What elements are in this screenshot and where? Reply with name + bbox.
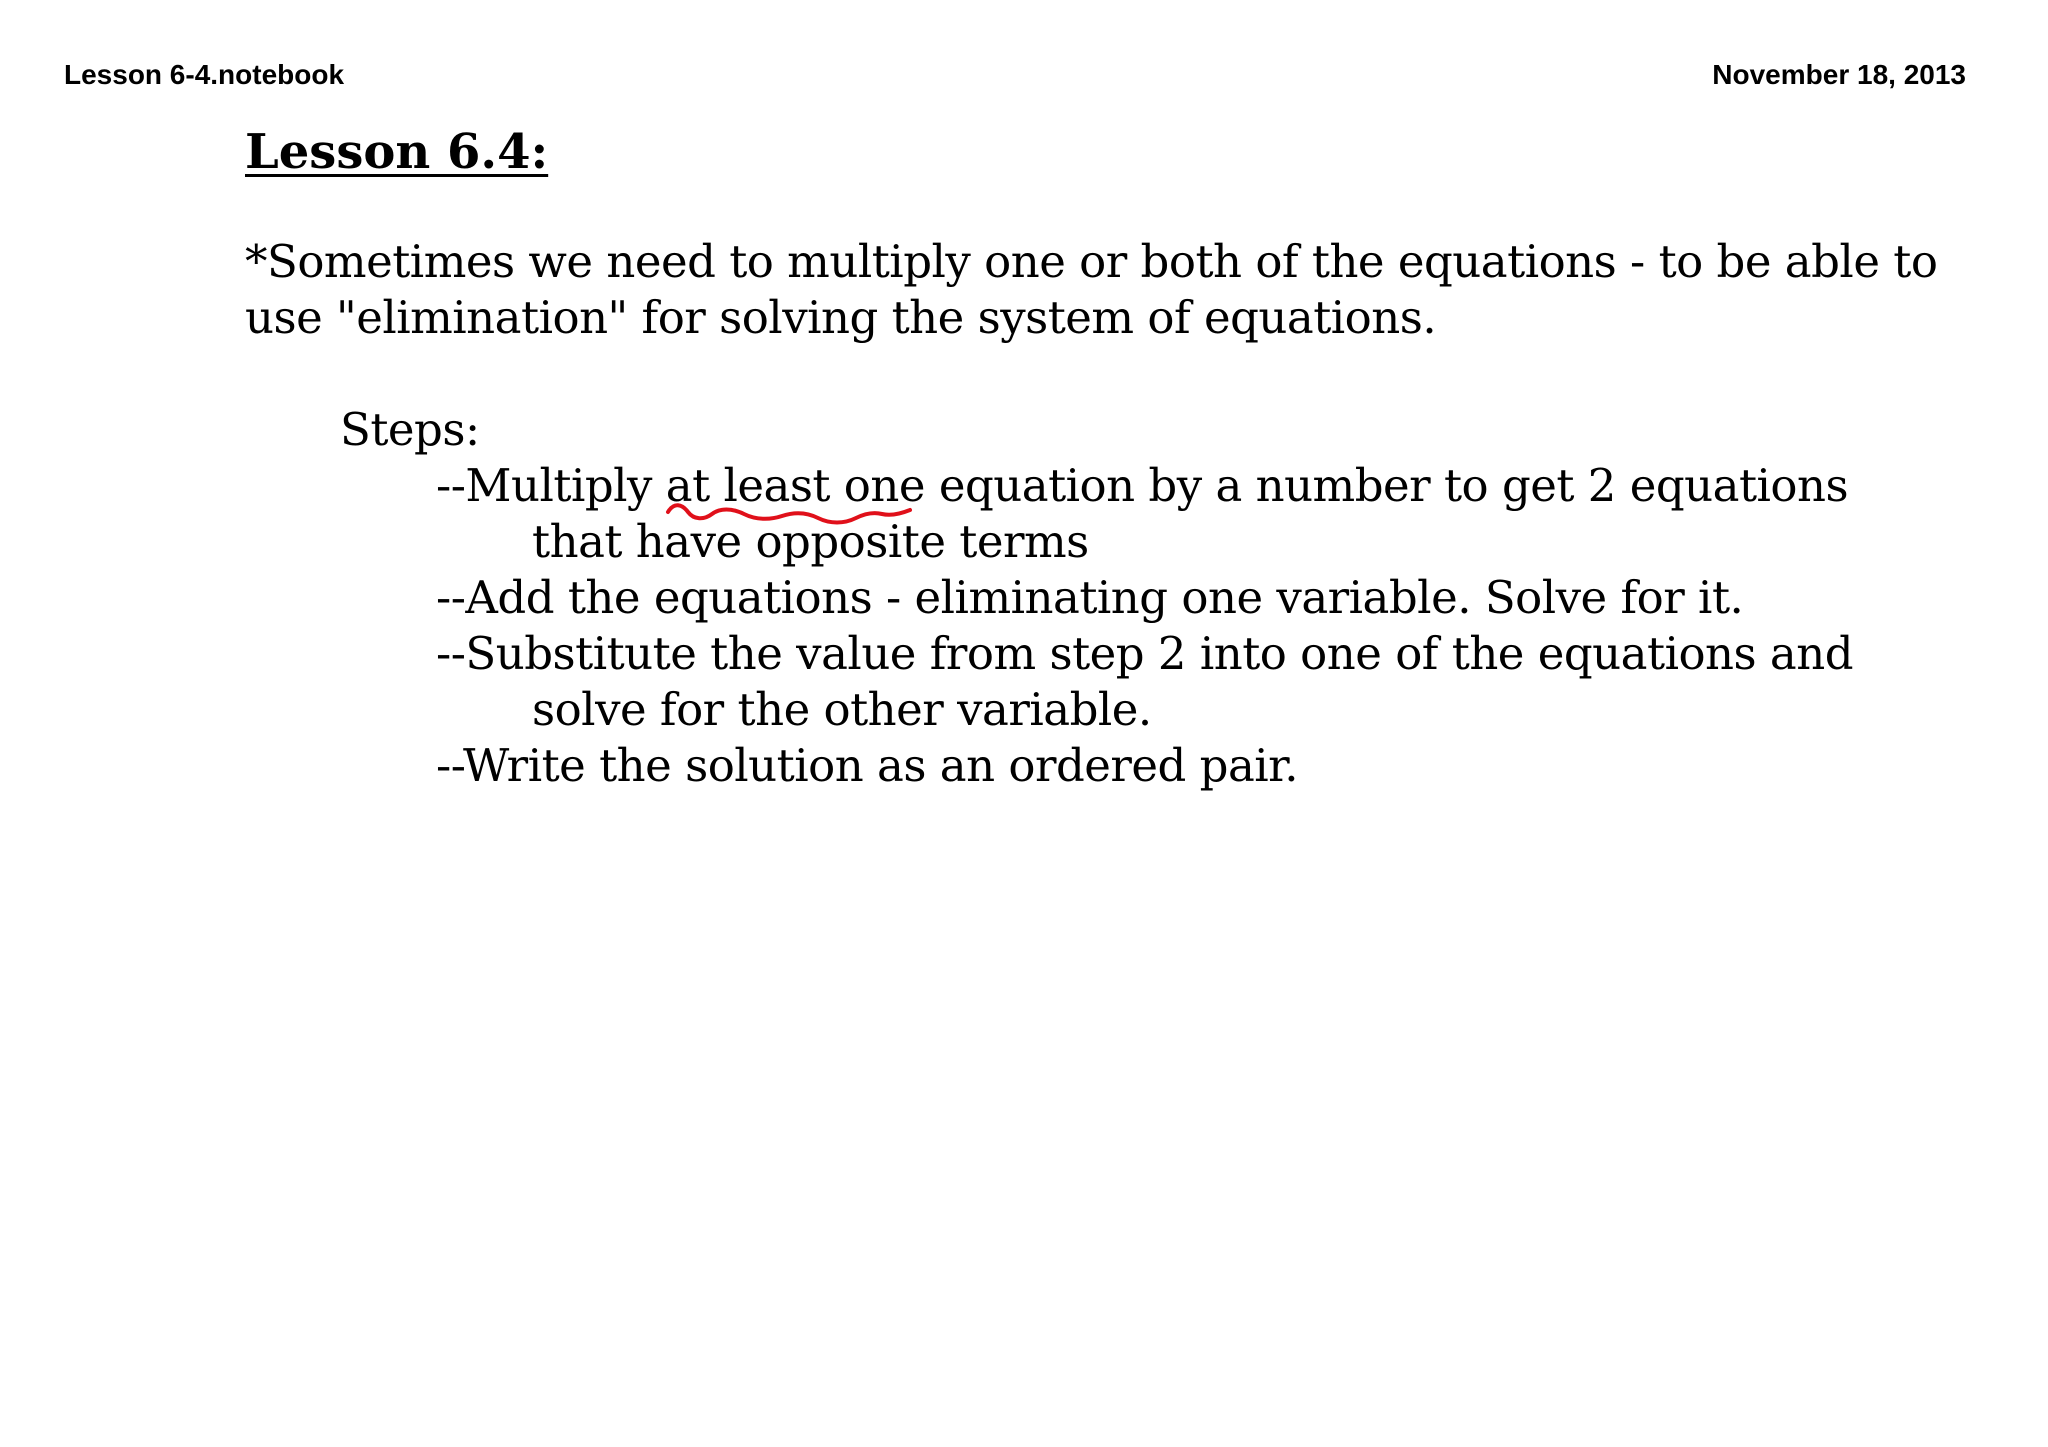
step-3-line-2: solve for the other variable. xyxy=(532,683,1152,736)
step-3-line-1: --Substitute the value from step 2 into one of the equations and xyxy=(436,627,1854,680)
step-4: --Write the solution as an ordered pair. xyxy=(436,739,1299,792)
step-1-line-2: that have opposite terms xyxy=(532,515,1089,568)
intro-line-1: *Sometimes we need to multiply one or both of the equations - to be able to xyxy=(245,235,1938,288)
page-date: November 18, 2013 xyxy=(1712,59,1966,90)
steps-label: Steps: xyxy=(340,403,480,456)
handwritten-squiggle-underline xyxy=(660,500,920,540)
step-1-line-1: --Multiply at least one equation by a number to get 2 equations xyxy=(436,459,1849,512)
ink-stroke xyxy=(668,505,910,522)
intro-line-2: use "elimination" for solving the system of equations. xyxy=(245,291,1437,344)
lesson-title: Lesson 6.4: xyxy=(245,124,549,180)
notebook-filename: Lesson 6-4.notebook xyxy=(64,59,345,90)
step-2: --Add the equations - eliminating one variable. Solve for it. xyxy=(436,571,1744,624)
